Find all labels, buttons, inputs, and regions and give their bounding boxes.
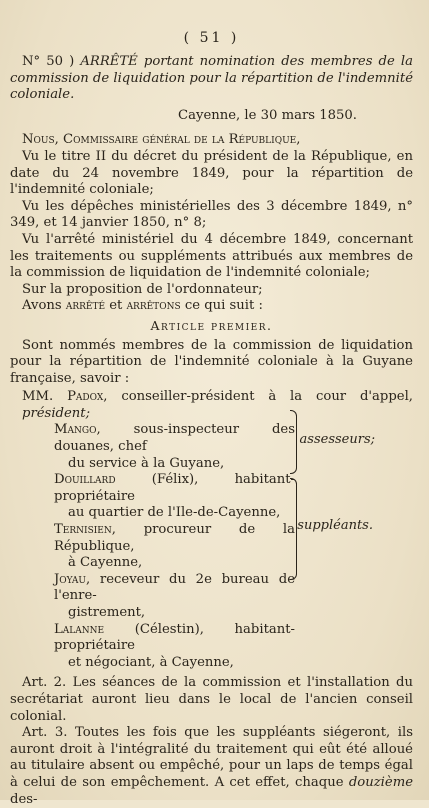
member-desc-cont: gistrement, [68, 605, 146, 620]
member-desc-cont: à Cayenne, [68, 555, 143, 571]
member-name: Joyau [54, 571, 86, 587]
arretons-word: arrêtons [126, 298, 181, 314]
arrete-number: N° 50 ) [22, 54, 75, 69]
article-premier-heading: Article premier. [150, 317, 273, 333]
nous-title: , Commissaire général de la République, [54, 132, 301, 148]
assesseurs-label: assesseurs; [299, 432, 375, 448]
vu-paragraph-2: Vu les dépêches ministérielles des 3 décembre 1849, n° 349, et 14 janvier 1850, n° 8; [10, 198, 413, 231]
article-3-italic: douzième [348, 774, 413, 790]
assesseurs-brace [290, 410, 297, 474]
member-desc: , receveur du 2e bureau de l'enre- [54, 571, 295, 604]
page-number: ( 51 ) [183, 30, 240, 46]
article-3-text: Art. 3. Toutes les fois que les suppléants siégeront, ils auront droit à l'intégralité du traitement qui eût été alloué au titulaire absent ou empêché, pour un laps de temps égal à celui de son empêchement. A cet effet, chaque [10, 725, 413, 790]
member-desc-cont: au quartier de l'Ile-de-Cayenne, [68, 505, 281, 521]
nous-line [10, 132, 413, 149]
suppleants-label: suppléants. [297, 518, 373, 534]
nous-word: Nous [22, 132, 55, 148]
proposition-line: Sur la proposition de l'ordonnateur; [22, 281, 263, 297]
arrete-heading [10, 54, 413, 104]
member-name: Mango [54, 422, 97, 438]
article-3-tail: des- [10, 791, 38, 807]
member-entry [10, 572, 413, 622]
suppleants-brace [290, 478, 297, 580]
et-word: et [109, 298, 123, 314]
arrete-title: ARRÊTÉ portant nomination des membres de la commission de liquidation pour la répartition de l'indemnité coloniale. [10, 54, 413, 103]
vu-paragraph-1: Vu le titre II du décret du président de la République, en date du 24 novembre 1849, pour la répartition de l'indemnité coloniale; [10, 148, 413, 198]
member-desc: (Félix), habitant-propriétaire [54, 472, 295, 504]
place-date: Cayenne, le 30 mars 1850. [178, 107, 357, 123]
member-name: Lalanne [54, 621, 105, 637]
vu-paragraph-3: Vu l'arrêté ministériel du 4 décembre 1849, concernant les traitements ou suppléments attribués aux membres de la commission de liquidation de l'indemnité coloniale; [10, 231, 413, 281]
president-desc: , conseiller-président à la cour d'appel, [103, 389, 413, 405]
president-line [10, 389, 413, 422]
member-name: Ternisien [54, 522, 112, 538]
ce-qui-suit: ce qui suit : [184, 298, 263, 314]
member-entry [10, 622, 413, 672]
president-role: président; [22, 405, 91, 421]
article-3 [10, 725, 413, 808]
member-desc-cont: du service à la Guyane, [68, 455, 225, 471]
members-list [10, 389, 413, 671]
member-desc: , procureur de la République, [54, 522, 295, 554]
member-entry [10, 422, 413, 472]
president-name: Padox [67, 389, 104, 405]
mm-label: MM. [22, 389, 54, 405]
member-desc-cont: et négociant, à Cayenne, [68, 654, 234, 670]
article-2: Art. 2. Les séances de la commission et l'installation du secrétariat auront lieu dans le local de l'ancien conseil colonial. [10, 675, 413, 724]
arrete-word: arrêté [65, 298, 106, 314]
avons-line [10, 298, 413, 315]
member-desc: , sous-inspecteur des douanes, chef [54, 422, 295, 455]
member-name: Douillard [54, 472, 116, 488]
member-desc: (Célestin), habitant-propriétaire [54, 621, 295, 654]
avons-word: Avons [22, 298, 62, 314]
member-entry [10, 472, 413, 522]
sont-nommes-paragraph: Sont nommés membres de la commission de liquidation pour la répartition de l'indemnité coloniale à la Guyane française, savoir : [10, 337, 413, 386]
